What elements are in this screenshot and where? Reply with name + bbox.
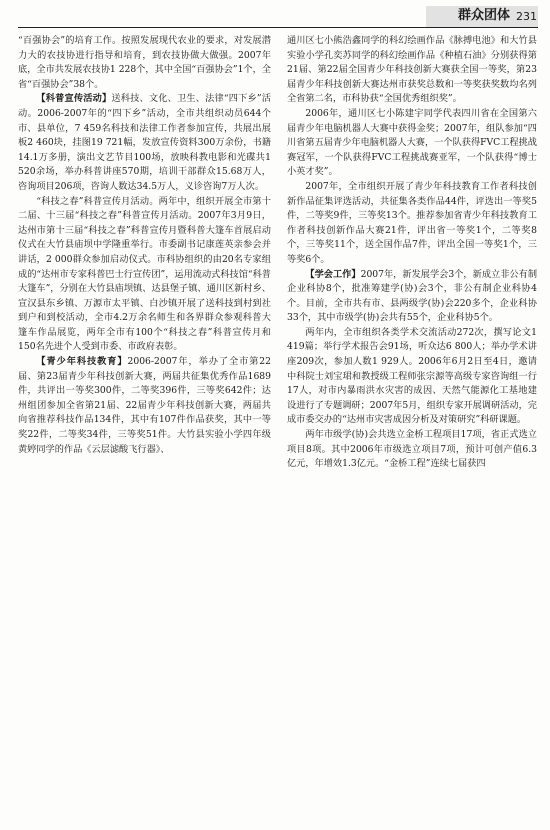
right-paragraph-2: 2006年，通川区七小陈建宇同学代表四川省在全国第六届青少年电脑机器人大赛中获得金奖；2007年，组队参加“四川省第五届青少年电脑机器人大赛，一个队获得FVC工程挑战赛冠军，一个队获得FVC工程挑战赛亚军，一个队获得“博士小英才奖”。 xyxy=(287,107,537,178)
right-paragraph-4 xyxy=(287,268,537,326)
page-number: 231 xyxy=(516,10,537,23)
left-paragraph-2 xyxy=(18,92,271,194)
left-paragraph-2-text: 送科技、文化、卫生、法律“四下乡”活动。2006-2007年的“四下乡”活动，全市共组织动员644个市、县单位，7 459名科技和法律工作者参加宣传，共展出展板2 460块，挂图19 721幅，发放宣传资料300万余份，书籍14.1万多册，演出文艺节目100场，放映科教电影和光碟共1 520余场，举办科普讲座570期，培训干部群众15.68万人，咨询项目206项，咨询人数达34.5万人，义诊咨询7万人次。 xyxy=(18,93,271,192)
heading-youth: 【青少年科技教育】 xyxy=(36,356,128,368)
section-title: 群众团体 xyxy=(457,8,510,23)
left-paragraph-3: “科技之春”科普宣传月活动。两年中，组织开展全市第十二届、十三届“科技之春”科普宣传月活动。2007年3月9日，达州市第十三届“科技之春”科普宣传月暨科普大篷车首展启动仪式在大竹县庙坝中学隆重举行。市委副书记康莲英亲参会并讲话，2 000群众参加启动仪式。市科协组织的由20名专家组成的“达州市专家科普巴士行宣传团”，运用流动式科技馆“科普大篷车”，分别在大竹县庙坝镇、达县堡子镇、通川区新村乡、宣汉县东乡镇、万源市太平镇、白沙镇开展了送科技到村到社到户和到校活动，全市4.2万余名师生和各界群众参观科普大篷车作品展览，两年全市有100个“科技之春”科普宣传月和150名先进个人受到市委、市政府表彰。 xyxy=(18,195,271,353)
right-paragraph-3: 2007年，全市组织开展了青少年科技教育工作者科技创新作品征集评选活动，共征集各类作品44件，评选出一等奖5件，二等奖9件，三等奖13个。推荐参加省青少年科技教育工作者科技创新作品大赛21件，评出省一等奖1个，二等奖8个，三等奖11个，送全国作品7件，评出全国一等奖1个，三等奖6个。 xyxy=(287,180,537,265)
right-paragraph-4-text: 2007年，新发展学会3个，新成立非公有制企业科协8个，批准筹建学(协)会3个，非公有制企业科协4个。目前，全市共有市、县两级学(协)会220多个，企业科协33个，其中市级学(协)会共有55个，企业科协5个。 xyxy=(287,268,537,324)
right-paragraph-5: 两年内，全市组织各类学术交流活动272次，撰写论文1 419篇；举行学术报告会91场，听众达6 800人；举办学术讲座209次，参加人数1 929人。2006年6月2日至4日，邀请中科院士刘宝珺和教授级工程师张宗源等高级专家咨询组一行17人，对市内暴雨洪水灾害的成因、天然气能源化工基地建设进行了专题调研；2007年5月，组织专家开展调研活动，完成市委交办的“达州市灾害成因分析及对策研究”科研课题。 xyxy=(287,326,537,426)
heading-society: 【学会工作】 xyxy=(305,268,361,280)
left-paragraph-4 xyxy=(18,355,271,457)
right-paragraph-6: 两年市级学(协)会共选立金桥工程项目17项，省正式选立项目8项。其中2006年市级选立项目7项，预计可创产值6.3亿元，年增效1.3亿元。“金桥工程”连续七届获四 xyxy=(287,429,537,470)
right-column xyxy=(287,34,537,824)
left-paragraph-1: “百强协会”的培育工作。按照发展现代农业的要求，对发展潜力大的农技协进行指导和培育，到农技协做大做强。2007年底，全市共发展农技协1 228个，其中全国“百强协会”1个，全省“百强协会”38个。 xyxy=(18,35,271,90)
right-paragraph-1: 通川区七小熊浩鑫同学的科幻绘画作品《脉搏电池》和大竹县实验小学孔奕苏同学的科幻绘画作品《种植石油》分别获得第21届、第22届全国青少年科技创新大赛获全国一等奖，第23届青少年科技创新大赛达州市获奖总数和一等奖获奖数均名列全省第二名，市科协获“全国优秀组织奖”。 xyxy=(287,35,537,105)
header-rule xyxy=(18,27,538,28)
left-paragraph-4-text: 2006-2007年，举办了全市第22届、第23届青少年科技创新大赛，两届共征集优秀作品1689件，共评出一等奖300件，二等奖396件，三等奖642件；达州组团参加全省第21届、22届青少年科技创新大赛，两届共向省推荐科技作品134件，其中有107件作品获奖，其中一等奖22件，二等奖34件，三等奖51件。大竹县实验小学四年级黄婷同学的作品《云层滤酸飞行器》、 xyxy=(18,356,271,455)
left-column xyxy=(18,34,271,824)
page-header xyxy=(18,0,538,30)
heading-kepu: 【科普宣传活动】 xyxy=(36,93,112,105)
